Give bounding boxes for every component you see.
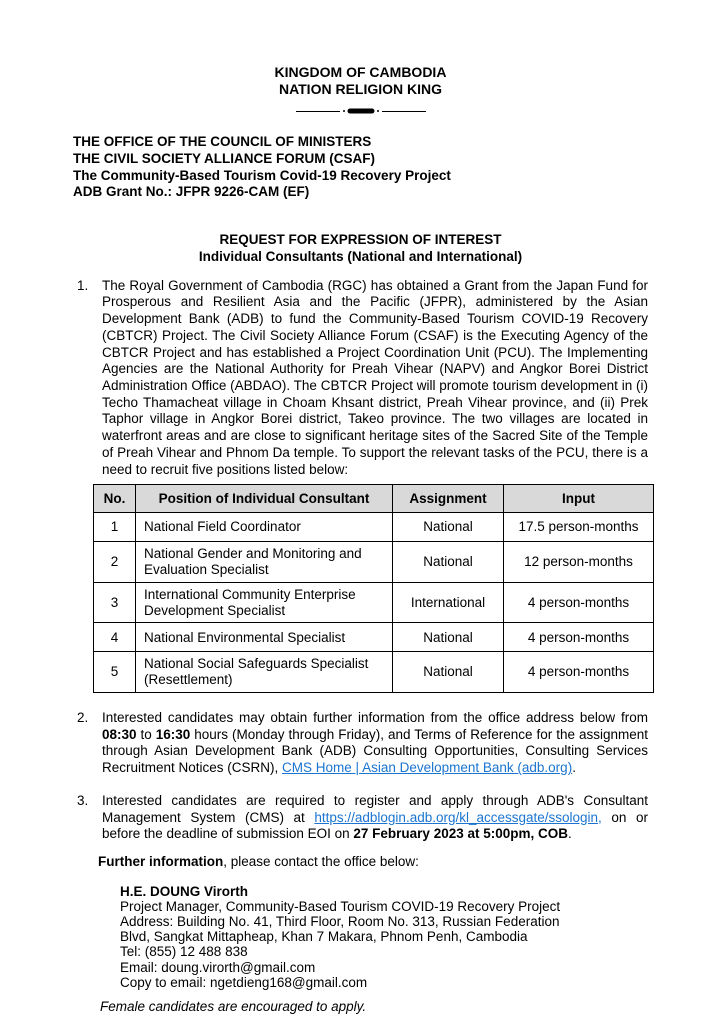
paragraph-3-run-3: . <box>568 826 572 842</box>
kingdom-header <box>73 64 648 98</box>
table-row <box>94 652 654 693</box>
contact-name: H.E. DOUNG Virorth <box>120 883 249 899</box>
contact-role: Project Manager, Community-Based Tourism COVID-19 Recovery Project <box>120 898 561 914</box>
paragraph-3-number: 3. <box>77 792 89 808</box>
row-assignment: National <box>393 652 504 693</box>
contact-address-line-2: Blvd, Sangkat Mittapheap, Khan 7 Makara, Phnom Penh, Cambodia <box>120 929 528 945</box>
request-subtitle: Individual Consultants (National and International) <box>198 248 523 264</box>
row-input: 4 person-months <box>504 623 654 652</box>
further-information-rest: , please contact the office below: <box>223 853 419 869</box>
paragraph-3 <box>73 793 648 843</box>
contact-copy-email: Copy to email: ngetdieng168@gmail.com <box>120 974 368 990</box>
ornament-dot-right <box>377 110 379 112</box>
table-row <box>94 513 654 542</box>
request-title-block <box>73 232 648 266</box>
consultant-positions-table <box>93 484 654 693</box>
office-heading-block <box>73 134 648 201</box>
row-no: 3 <box>94 582 136 623</box>
row-input: 17.5 person-months <box>504 513 654 542</box>
further-information-label: Further information <box>98 853 224 869</box>
row-input: 12 person-months <box>504 542 654 583</box>
column-header-no: No. <box>94 485 136 513</box>
row-position: International Community Enterprise Development Specialist <box>136 582 393 623</box>
row-no: 5 <box>94 652 136 693</box>
submission-deadline: 27 February 2023 at 5:00pm, COB <box>353 826 569 842</box>
request-title: REQUEST FOR EXPRESSION OF INTEREST <box>219 232 502 248</box>
contact-block <box>120 884 648 990</box>
office-heading-line-1: THE OFFICE OF THE COUNCIL OF MINISTERS <box>73 134 372 149</box>
ornament-center <box>348 109 374 113</box>
row-assignment: International <box>393 582 504 623</box>
row-position: National Social Safeguards Specialist (Resettlement) <box>136 652 393 693</box>
paragraph-1-number: 1. <box>77 277 89 293</box>
paragraph-2-run-3: hours (Monday through Friday), and Terms of Reference for the assignment through Asian Development Bank (ADB) Consulting Opportunities, Consulting Services Recruitment Notices (CSRN), <box>102 726 648 776</box>
contact-phone: Tel: (855) 12 488 838 <box>120 944 248 960</box>
office-heading-line-2: THE CIVIL SOCIETY ALLIANCE FORUM (CSAF) <box>73 150 376 166</box>
office-heading-line-3: The Community-Based Tourism Covid-19 Recovery Project <box>73 167 451 183</box>
table-row <box>94 542 654 583</box>
row-input: 4 person-months <box>504 582 654 623</box>
column-header-input: Input <box>504 485 654 513</box>
header-divider-ornament <box>296 109 426 113</box>
row-no: 2 <box>94 542 136 583</box>
row-no: 1 <box>94 513 136 542</box>
paragraph-1 <box>73 278 648 478</box>
paragraph-2-number: 2. <box>77 710 89 725</box>
row-no: 4 <box>94 623 136 652</box>
paragraph-3-run-2: on or before the deadline of submission EOI on <box>102 809 648 842</box>
row-position: National Environmental Specialist <box>136 623 393 652</box>
paragraph-2 <box>73 710 648 777</box>
office-heading-line-4: ADB Grant No.: JFPR 9226-CAM (EF) <box>73 184 310 200</box>
adb-login-link[interactable]: https://adblogin.adb.org/kl_accessgate/ssologin, <box>314 809 602 825</box>
paragraph-3-text <box>102 793 648 843</box>
cms-home-link[interactable]: CMS Home | Asian Development Bank (adb.org) <box>282 760 573 776</box>
office-hours-end: 16:30 <box>155 726 191 742</box>
contact-address-line-1: Address: Building No. 41, Third Floor, Room No. 313, Russian Federation <box>120 914 560 930</box>
paragraph-3-run-1: Interested candidates are required to register and apply through ADB's Consultant Management System (CMS) at <box>102 792 648 825</box>
table-row <box>94 623 654 652</box>
ornament-dot-left <box>343 110 345 112</box>
table-row <box>94 582 654 623</box>
column-header-assignment: Assignment <box>393 485 504 513</box>
row-input: 4 person-months <box>504 652 654 693</box>
column-header-position: Position of Individual Consultant <box>136 485 393 513</box>
row-position: National Field Coordinator <box>136 513 393 542</box>
row-assignment: National <box>393 542 504 583</box>
paragraph-2-run-2: to <box>136 726 156 742</box>
ornament-line-left <box>296 111 340 112</box>
row-assignment: National <box>393 623 504 652</box>
paragraph-2-text <box>102 710 648 777</box>
nation-religion-king-title: NATION RELIGION KING <box>278 81 443 97</box>
row-position: National Gender and Monitoring and Evaluation Specialist <box>136 542 393 583</box>
kingdom-title: KINGDOM OF CAMBODIA <box>274 64 447 80</box>
row-assignment: National <box>393 513 504 542</box>
further-information-line <box>98 854 648 871</box>
paragraph-2-run-1: Interested candidates may obtain further information from the office address below from <box>102 710 648 725</box>
paragraph-2-run-4: . <box>572 760 576 776</box>
table-header-row <box>94 485 654 513</box>
contact-email: Email: doung.virorth@gmail.com <box>120 959 316 975</box>
female-candidates-note: Female candidates are encouraged to apply. <box>100 999 367 1015</box>
office-hours-start: 08:30 <box>102 726 137 742</box>
paragraph-1-text: The Royal Government of Cambodia (RGC) has obtained a Grant from the Japan Fund for Prosperous and Resilient Asia and the Pacific (JFPR), administered by the Asian Development Bank (ADB) to fund the Community-Based Tourism COVID-19 Recovery (CBTCR) Project. The Civil Society Alliance Forum (CSAF) is the Executing Agency of the CBTCR Project and has established a Project Coordination Unit (PCU). The Implementing Agencies are the National Authority for Preah Vihear (NAPV) and Angkor Borei District Administration Office (ABDAO). The CBTCR Project will promote tourism development in (i) Techo Thamacheat village in Choam Khsant district, Preah Vihear province, and (ii) Prek Taphor village in Angkor Borei district, Takeo province. The two villages are located in waterfront areas and are close to significant heritage sites of the Sacred Site of the Temple of Preah Vihear and Phnom Da temple. To support the relevant tasks of the PCU, there is a need to recruit five positions listed below: <box>102 277 648 477</box>
ornament-line-right <box>382 111 426 112</box>
